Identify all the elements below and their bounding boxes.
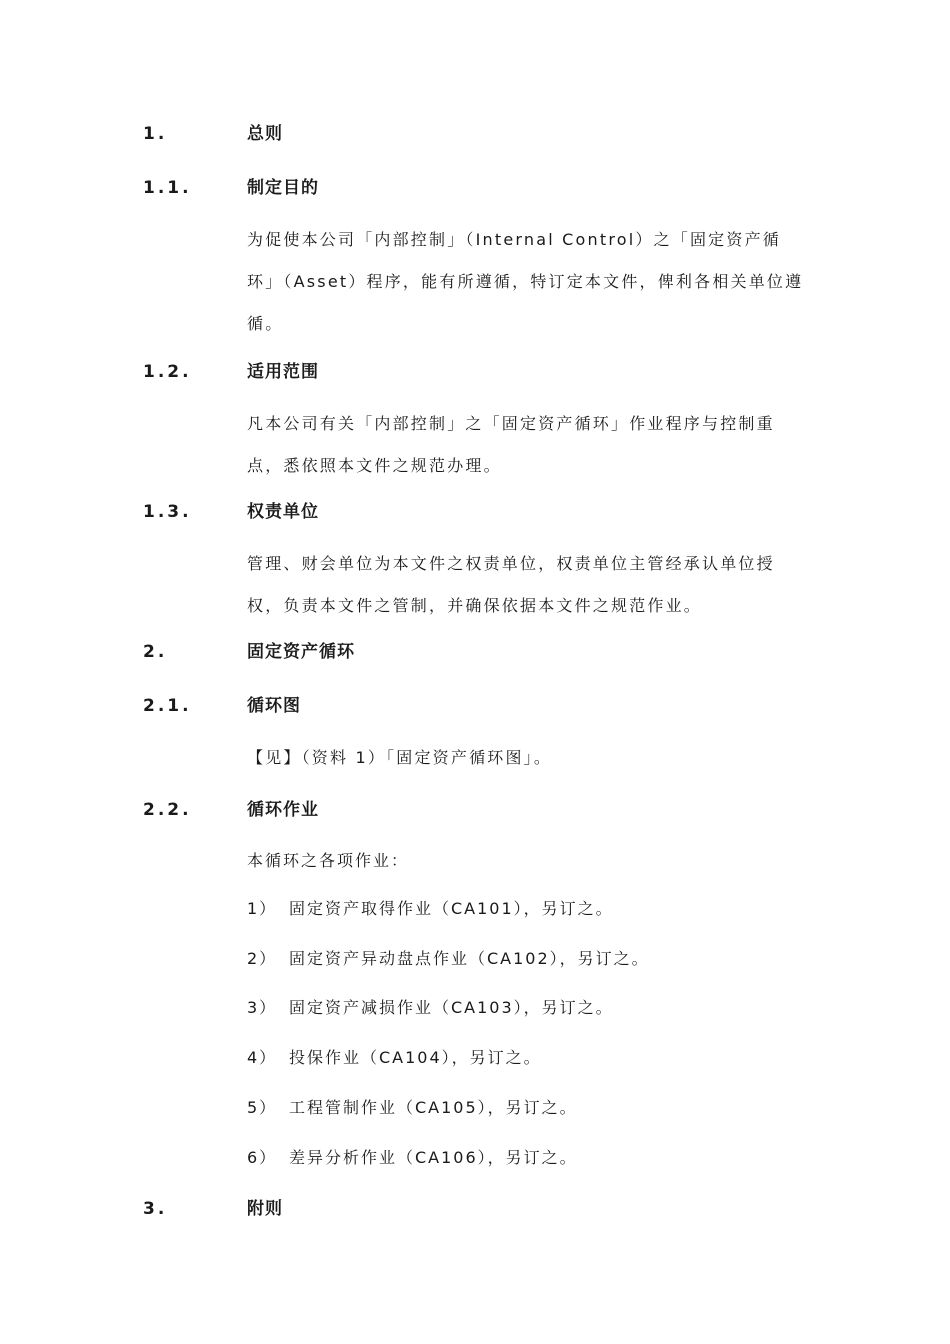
list-item-text: 投保作业（CA104），另订之。: [289, 1048, 542, 1067]
section-number: 2.2.: [143, 800, 192, 820]
section-heading: 附则: [247, 1199, 283, 1219]
section-heading: 权责单位: [247, 502, 319, 522]
section-paragraph: 为促使本公司「内部控制」（Internal Control）之「固定资产循环」（Asset）程序，能有所遵循，特订定本文件，俾利各相关单位遵循。: [247, 230, 804, 333]
list-item-text: 工程管制作业（CA105），另订之。: [289, 1098, 578, 1117]
section-heading: 循环作业: [247, 800, 319, 820]
section-number: 1.1.: [143, 178, 192, 198]
list-item-number: 4）: [247, 1048, 278, 1067]
list-item: [247, 1046, 542, 1070]
section-heading: 总则: [247, 124, 283, 144]
list-item-text: 固定资产取得作业（CA101），另订之。: [289, 899, 614, 918]
list-item: [247, 1096, 578, 1120]
list-item-number: 6）: [247, 1148, 278, 1167]
list-item-text: 固定资产减损作业（CA103），另订之。: [289, 998, 614, 1017]
list-item-number: 5）: [247, 1098, 278, 1117]
list-item-text: 差异分析作业（CA106），另订之。: [289, 1148, 578, 1167]
section-number: 1.: [143, 124, 168, 144]
section-number: 3.: [143, 1199, 168, 1219]
list-item-number: 3）: [247, 998, 278, 1017]
section-paragraph: 凡本公司有关「内部控制」之「固定资产循环」作业程序与控制重点，悉依照本文件之规范办理。: [247, 414, 775, 475]
section-heading: 适用范围: [247, 362, 319, 382]
list-item-number: 2）: [247, 949, 278, 968]
section-paragraph: 【见】（资料 1）「固定资产循环图」。: [247, 748, 553, 767]
section-number: 1.2.: [143, 362, 192, 382]
section-heading: 制定目的: [247, 178, 319, 198]
list-item: [247, 897, 614, 921]
list-item: [247, 996, 614, 1020]
list-item-number: 1）: [247, 899, 278, 918]
section-number: 2.1.: [143, 696, 192, 716]
section-paragraph: 管理、财会单位为本文件之权责单位，权责单位主管经承认单位授权，负责本文件之管制，并确保依据本文件之规范作业。: [247, 554, 775, 615]
section-number: 1.3.: [143, 502, 192, 522]
section-heading: 循环图: [247, 696, 301, 716]
list-item: [247, 1146, 578, 1170]
list-item-text: 固定资产异动盘点作业（CA102），另订之。: [289, 949, 650, 968]
section-heading: 固定资产循环: [247, 642, 355, 662]
section-number: 2.: [143, 642, 168, 662]
section-intro: 本循环之各项作业：: [247, 851, 410, 870]
list-item: [247, 947, 650, 971]
